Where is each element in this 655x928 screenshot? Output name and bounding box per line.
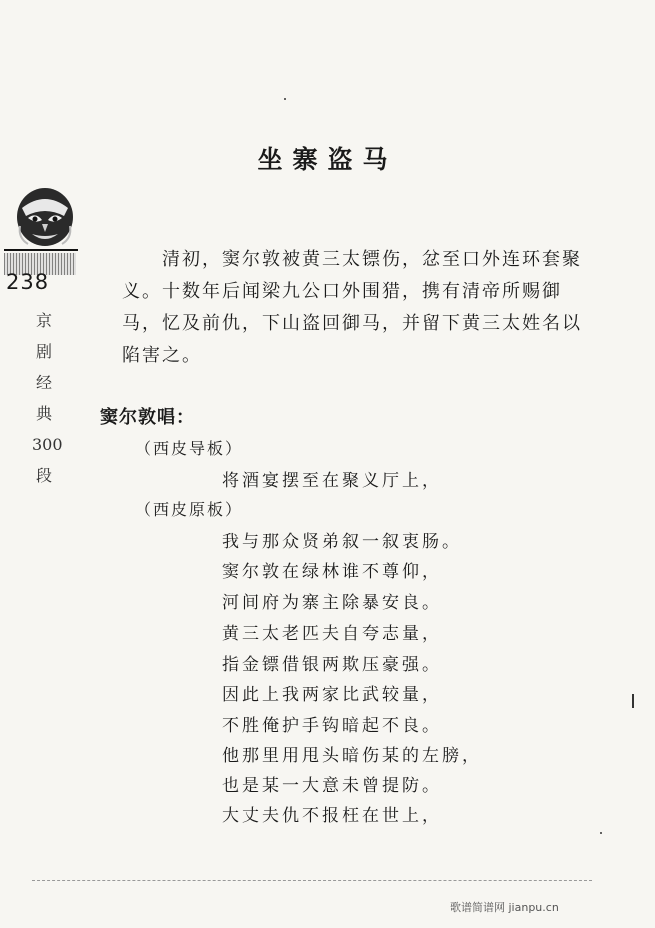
watermark: 歌谱简谱网 jianpu.cn (450, 901, 559, 914)
book-title-char: 京 (35, 311, 52, 330)
lyric-line: 河间府为寨主除暴安良。 (222, 593, 442, 613)
book-title-char: 剧 (35, 342, 52, 361)
role-heading: 窦尔敦唱： (100, 407, 195, 428)
book-title-char: 300 (32, 435, 63, 454)
scan-speck (284, 98, 286, 100)
footer-rule (32, 880, 592, 882)
banqiang-label: （西皮原板） (135, 500, 244, 519)
lyric-line: 将酒宴摆至在聚义厅上， (222, 471, 442, 491)
scan-speck (600, 832, 602, 834)
lyric-line: 因此上我两家比武较量， (222, 685, 442, 705)
book-title-char: 经 (35, 373, 52, 392)
intro-text: 清初，窦尔敦被黄三太镖伤，忿至口外连环套聚义。十数年后闻梁九公口外围猎，携有清帝所赐御马，忆及前仇，下山盗回御马，并留下黄三太姓名以陷害之。 (122, 249, 582, 366)
book-title-vertical (32, 305, 63, 491)
lyric-line: 我与那众贤弟叙一叙衷肠。 (222, 532, 462, 552)
page-title: 坐寨盗马 (257, 145, 398, 174)
book-title-char: 典 (35, 404, 52, 423)
lyric-line: 他那里用甩头暗伤某的左膀， (222, 746, 482, 766)
lyric-line: 黄三太老匹夫自夸志量， (222, 624, 442, 644)
intro-paragraph (122, 244, 592, 372)
page-number: 238 (6, 270, 50, 294)
lyric-line: 窦尔敦在绿林谁不尊仰， (222, 562, 442, 582)
margin-mark (632, 694, 634, 708)
opera-mask-icon (14, 186, 76, 248)
banqiang-label: （西皮导板） (135, 439, 244, 458)
lyric-line: 不胜俺护手钩暗起不良。 (222, 716, 442, 736)
lyric-line: 也是某一大意未曾提防。 (222, 776, 442, 796)
book-title-char: 段 (35, 466, 52, 485)
lyric-line: 大丈夫仇不报枉在世上， (222, 806, 442, 826)
lyric-line: 指金镖借银两欺压豪强。 (222, 655, 442, 675)
header-rule (4, 249, 78, 251)
